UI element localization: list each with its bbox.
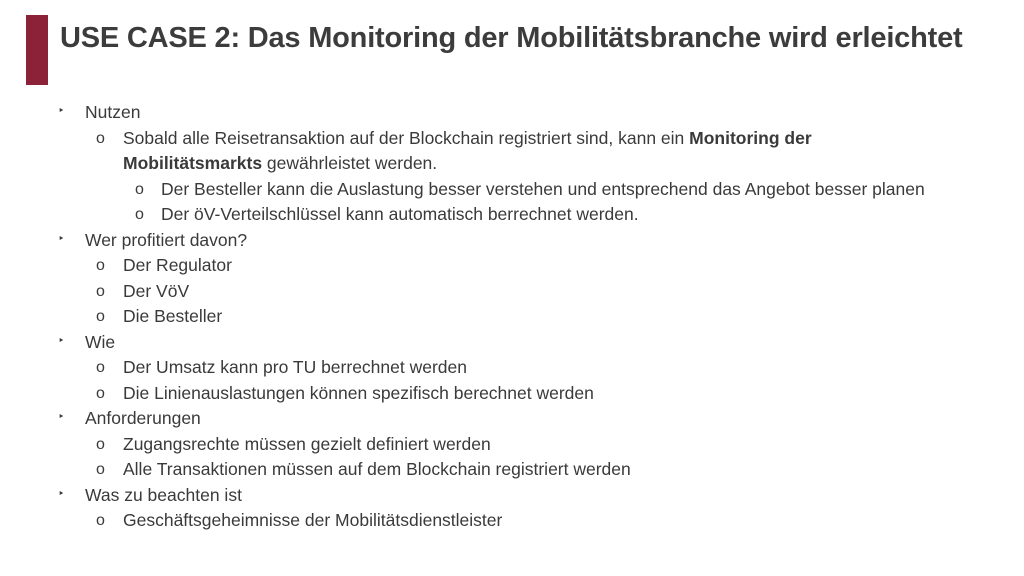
circle-bullet-icon: o xyxy=(96,257,105,274)
bullet-nutzen xyxy=(0,100,1024,126)
sub-bullet-continuation xyxy=(0,151,1024,177)
sub-bullet-text: Der Regulator xyxy=(123,255,232,275)
triangle-bullet-icon: ‣ xyxy=(58,334,65,347)
sub-bullet-text: Der Umsatz kann pro TU berrechnet werden xyxy=(123,357,467,377)
sub-bullet xyxy=(0,279,1024,305)
sub-bullet xyxy=(0,355,1024,381)
sub-bullet-text: Die Besteller xyxy=(123,306,223,326)
bullet-beachten xyxy=(0,483,1024,509)
sub-bullet-text: Der VöV xyxy=(123,280,190,301)
sub-bullet xyxy=(0,508,1024,534)
bullet-label: Wie xyxy=(85,331,116,352)
circle-bullet-icon: o xyxy=(135,180,144,198)
sub-bullet xyxy=(0,381,1024,407)
sub-sub-bullet-text: Der Besteller kann die Auslastung besser verstehen und entsprechend das Angebot besser planen xyxy=(161,178,925,199)
circle-bullet-icon: o xyxy=(96,129,105,147)
sub-sub-bullet-text: Der öV-Verteilschlüssel kann automatisch berrechnet werden. xyxy=(161,204,639,224)
circle-bullet-icon: o xyxy=(96,384,105,402)
bullet-label: Nutzen xyxy=(85,102,141,122)
triangle-bullet-icon: ‣ xyxy=(58,232,65,245)
sub-bullet-text: Sobald alle Reisetransaktion auf der Blockchain registriert sind, kann ein Monitoring der xyxy=(123,127,812,148)
circle-bullet-icon: o xyxy=(96,435,105,453)
slide-title: USE CASE 2: Das Monitoring der Mobilitätsbranche wird erleichtet xyxy=(60,22,963,54)
sub-bullet xyxy=(0,432,1024,458)
sub-bullet xyxy=(0,126,1024,152)
triangle-bullet-icon: ‣ xyxy=(58,487,65,500)
sub-bullet-text: Die Linienauslastungen können spezifisch berechnet werden xyxy=(123,382,594,403)
bullet-label: Wer profitiert davon? xyxy=(85,229,248,250)
title-accent-bar xyxy=(26,15,48,85)
triangle-bullet-icon: ‣ xyxy=(58,105,65,117)
circle-bullet-icon: o xyxy=(96,282,105,300)
circle-bullet-icon: o xyxy=(135,206,144,223)
emphasis-text: Monitoring der xyxy=(689,127,812,148)
sub-sub-bullet xyxy=(0,177,1024,203)
sub-bullet-text: Alle Transaktionen müssen auf dem Blockchain registriert werden xyxy=(123,459,631,479)
bullet-label: Anforderungen xyxy=(85,408,201,428)
sub-bullet-text: Geschäftsgeheimnisse der Mobilitätsdienstleister xyxy=(123,510,503,530)
bullet-wie xyxy=(0,330,1024,356)
sub-bullet xyxy=(0,253,1024,279)
emphasis-text: Mobilitätsmarkts xyxy=(123,153,263,173)
sub-bullet-text: Mobilitätsmarkts gewährleistet werden. xyxy=(123,153,438,173)
sub-bullet xyxy=(0,304,1024,330)
bullet-anforderungen xyxy=(0,406,1024,432)
circle-bullet-icon: o xyxy=(96,359,105,376)
sub-bullet-text: Zugangsrechte müssen gezielt definiert werden xyxy=(123,433,491,454)
circle-bullet-icon: o xyxy=(96,512,105,529)
sub-bullet xyxy=(0,457,1024,483)
bullet-profitiert xyxy=(0,228,1024,254)
triangle-bullet-icon: ‣ xyxy=(58,411,65,423)
circle-bullet-icon: o xyxy=(96,308,105,325)
bullet-label: Was zu beachten ist xyxy=(85,484,242,505)
bullet-list xyxy=(0,100,1024,534)
circle-bullet-icon: o xyxy=(96,461,105,478)
sub-sub-bullet xyxy=(0,202,1024,228)
